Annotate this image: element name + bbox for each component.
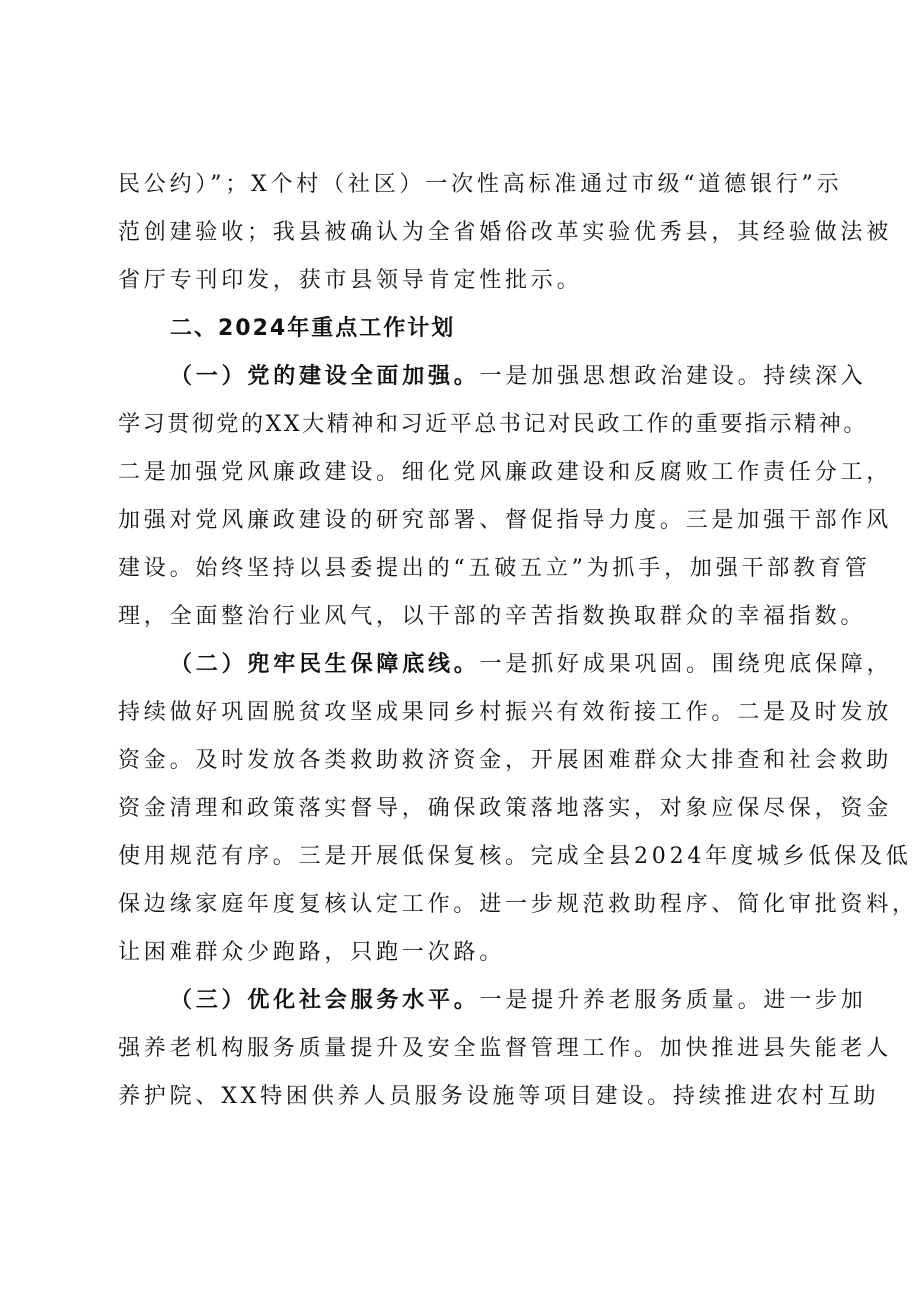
- paragraph-lead: （三）优化社会服务水平。: [170, 988, 480, 1013]
- text-line: 加强对党风廉政建设的研究部署、督促指导力度。三是加强干部作风: [118, 508, 893, 533]
- text-line: 使用规范有序。三是开展低保复核。完成全县2024年度城乡低保及低: [118, 844, 912, 869]
- paragraph-text: 一是提升养老服务质量。进一步加: [479, 988, 867, 1013]
- text-line: 让困难群众少跑路，只跑一次路。: [118, 940, 506, 965]
- paragraph-text: 一是加强思想政治建设。持续深入: [479, 364, 867, 389]
- text-line: 省厅专刊印发，获市县领导肯定性批示。: [118, 268, 583, 293]
- paragraph-lead: （二）兜牢民生保障底线。: [170, 652, 480, 677]
- text-line: 学习贯彻党的XX大精神和习近平总书记对民政工作的重要指示精神。: [118, 412, 868, 437]
- text-line: 资金。及时发放各类救助救济资金，开展困难群众大排查和社会救助: [118, 748, 893, 773]
- text-line: 建设。始终坚持以县委提出的“五破五立”为抓手，加强干部教育管: [118, 556, 871, 581]
- text-line: 二是加强党风廉政建设。细化党风廉政建设和反腐败工作责任分工，: [118, 460, 893, 485]
- text-line: 保边缘家庭年度复核认定工作。进一步规范救助程序、简化审批资料，: [118, 892, 918, 917]
- text-line: 持续做好巩固脱贫攻坚成果同乡村振兴有效衔接工作。二是及时发放: [118, 700, 893, 725]
- paragraph-first-line: [170, 650, 893, 680]
- text-line: 理，全面整治行业风气，以干部的辛苦指数换取群众的幸福指数。: [118, 604, 867, 629]
- paragraph-first-line: [170, 362, 867, 392]
- text-line: 民公约）”；X个村（社区）一次性高标准通过市级“道德银行”示: [118, 172, 843, 197]
- text-line: 范创建验收；我县被确认为全省婚俗改革实验优秀县，其经验做法被: [118, 220, 893, 245]
- paragraph-text: 一是抓好成果巩固。围绕兜底保障，: [479, 652, 893, 677]
- text-line: 强养老机构服务质量提升及安全监督管理工作。加快推进县失能老人: [118, 1036, 893, 1061]
- paragraph-lead: （一）党的建设全面加强。: [170, 364, 480, 389]
- text-line: 资金清理和政策落实督导，确保政策落地落实，对象应保尽保，资金: [118, 796, 893, 821]
- text-line: 养护院、XX特困供养人员服务设施等项目建设。持续推进农村互助: [118, 1084, 880, 1109]
- paragraph-first-line: [170, 986, 867, 1016]
- section-heading: 二、2024年重点工作计划: [170, 316, 456, 341]
